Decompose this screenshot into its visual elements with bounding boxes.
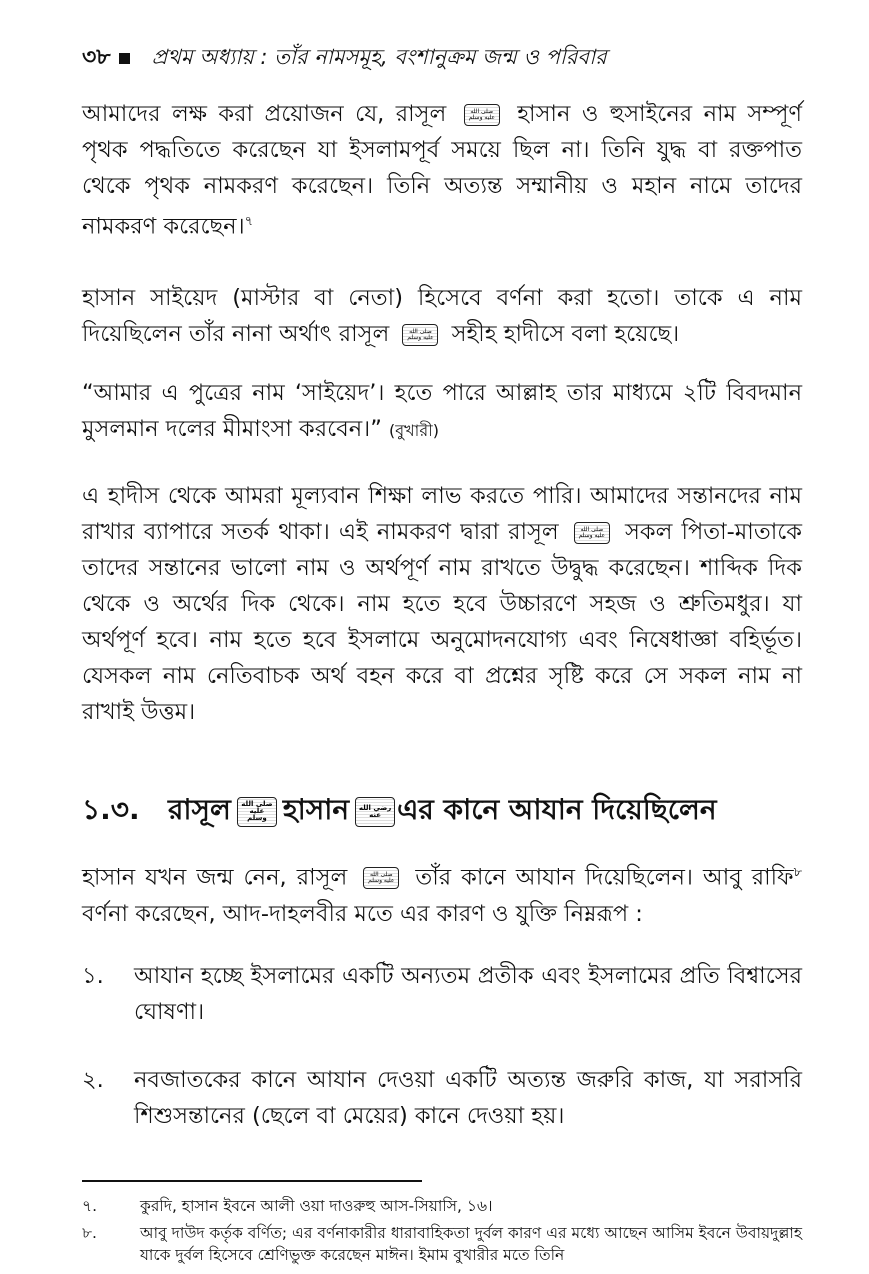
page-header <box>82 38 802 78</box>
list-number: ১. <box>82 963 104 989</box>
section-heading-text-c: এর কানে আযান দিয়েছিলেন <box>397 793 717 826</box>
paragraph-5 <box>82 855 802 932</box>
salawat-seal-icon: صلى الله عليه وسلم <box>402 324 438 346</box>
list-text: নবজাতকের কানে আযান দেওয়া একটি অত্যন্ত জরুরি কাজ, যা সরাসরি শিশুসন্তানের (ছেলে বা মেয়ের) কানে দেওয়া হয়। <box>134 1067 802 1129</box>
salawat-seal-icon: صلى الله عليه وسلم <box>237 797 277 827</box>
paragraph-5-text-c: বর্ণনা করেছেন, আদ-দাহলবীর মতে এর কারণ ও যুক্তি নিম্নরূপ : <box>82 900 643 927</box>
paragraph-1-text-a: আমাদের লক্ষ করা প্রয়োজন যে, রাসূল <box>82 101 447 127</box>
paragraph-2 <box>82 280 802 352</box>
paragraph-3-quote <box>82 375 802 449</box>
paragraph-4-text-a: এ হাদীস থেকে আমরা মূল্যবান শিক্ষা লাভ করতে পারি। আমাদের সন্তানদের নাম রাখার ব্যাপারে সতর্ক থাকা। এই নামকরণ দ্বারা রাসূল <box>82 483 802 545</box>
footnote-text: কুরদি, হাসান ইবনে আলী ওয়া দাওরুহু আস-সিয়াসি, ১৬। <box>140 1197 493 1215</box>
page-number: ৩৮ <box>82 44 111 70</box>
footnote-ref-7: ৭ <box>244 214 254 229</box>
section-heading <box>82 788 802 835</box>
footnote <box>82 1222 802 1266</box>
footnote-number: ৭. <box>82 1197 98 1215</box>
section-heading-text-a: রাসূল <box>168 793 231 826</box>
paragraph-5-text-a: হাসান যখন জন্ম নেন, রাসূল <box>82 864 348 891</box>
section-number: ১.৩. <box>82 793 140 826</box>
list-item <box>82 958 802 1030</box>
hadith-quote: “আমার এ পুত্রের নাম ‘সাইয়েদ’। হতে পারে আল্লাহ তার মাধ্যমে ২টি বিবদমান মুসলমান দলের মীমাংসা করবেন।” <box>82 380 802 442</box>
quote-citation: (বুখারী) <box>389 421 439 440</box>
footnote-text: আবু দাউদ কর্তৃক বর্ণিত; এর বর্ণনাকারীর ধারাবাহিকতা দুর্বল কারণ এর মধ্যে আছেন আসিম ইবনে উবায়দুল্লাহ যাকে দুর্বল হিসেবে শ্রেণিভুক্ত করেছেন মাঈন। ইমাম বুখারীর মতে তিনি <box>140 1224 802 1264</box>
paragraph-4-text-b: সকল পিতা-মাতাকে তাদের সন্তানের ভালো নাম ও অর্থপূর্ণ নাম রাখতে উদ্বুদ্ধ করেছেন। শাব্দিক দিক থেকে ও অর্থের দিক থেকে। নাম হতে হবে উচ্চারণে সহজ ও শ্রুতিমধুর। যা অর্থপূর্ণ হবে। নাম হতে হবে ইসলামে অনুমোদনযোগ্য এবং নিষেধাজ্ঞা বহির্ভূত। যেসকল নাম নেতিবাচক অর্থ বহন করে বা প্রশ্নের সৃষ্টি করে সে সকল নাম না রাখাই উত্তম। <box>82 519 803 725</box>
paragraph-1-text-b: হাসান ও হুসাইনের নাম সম্পূর্ণ পৃথক পদ্ধতিতে করেছেন যা ইসলামপূর্ব সময়ে ছিল না। তিনি যুদ্ধ বা রক্তপাত থেকে পৃথক নামকরণ করেছেন। তিনি অত্যন্ত সম্মানীয় ও মহান নামে তাদের নামকরণ করেছেন। <box>82 101 803 240</box>
salawat-seal-icon: صلى الله عليه وسلم <box>464 104 500 126</box>
paragraph-4 <box>82 478 802 730</box>
list-text: আযান হচ্ছে ইসলামের একটি অন্যতম প্রতীক এবং ইসলামের প্রতি বিশ্বাসের ঘোষণা। <box>134 963 802 1025</box>
running-title: প্রথম অধ্যায় : তাঁর নামসমূহ, বংশানুক্রম জন্ম ও পরিবার <box>151 44 607 69</box>
list-item <box>82 1062 802 1134</box>
footnote-ref-8: ৮ <box>793 865 802 880</box>
radiyallahu-seal-icon: رضي الله عنه <box>355 797 395 827</box>
paragraph-5-text-b: তাঁর কানে আযান দিয়েছিলেন। আবু রাফি <box>415 864 794 891</box>
section-heading-text-b: হাসান <box>282 793 350 826</box>
footnote-divider <box>82 1180 422 1182</box>
paragraph-2-text-a: হাসান সাইয়েদ (মাস্টার বা নেতা) হিসেবে বর্ণনা করা হতো। তাকে এ নাম দিয়েছিলেন তাঁর নানা অর্থাৎ রাসূল <box>82 285 802 347</box>
list-number: ২. <box>82 1067 104 1093</box>
square-bullet-icon <box>119 53 130 64</box>
salawat-seal-icon: صلى الله عليه وسلم <box>574 522 610 544</box>
footnote-number: ৮. <box>82 1224 97 1242</box>
paragraph-1 <box>82 96 802 245</box>
salawat-seal-icon: صلى الله عليه وسلم <box>363 867 399 889</box>
footnote <box>82 1195 802 1217</box>
paragraph-2-text-b: সহীহ হাদীসে বলা হয়েছে। <box>451 321 680 347</box>
